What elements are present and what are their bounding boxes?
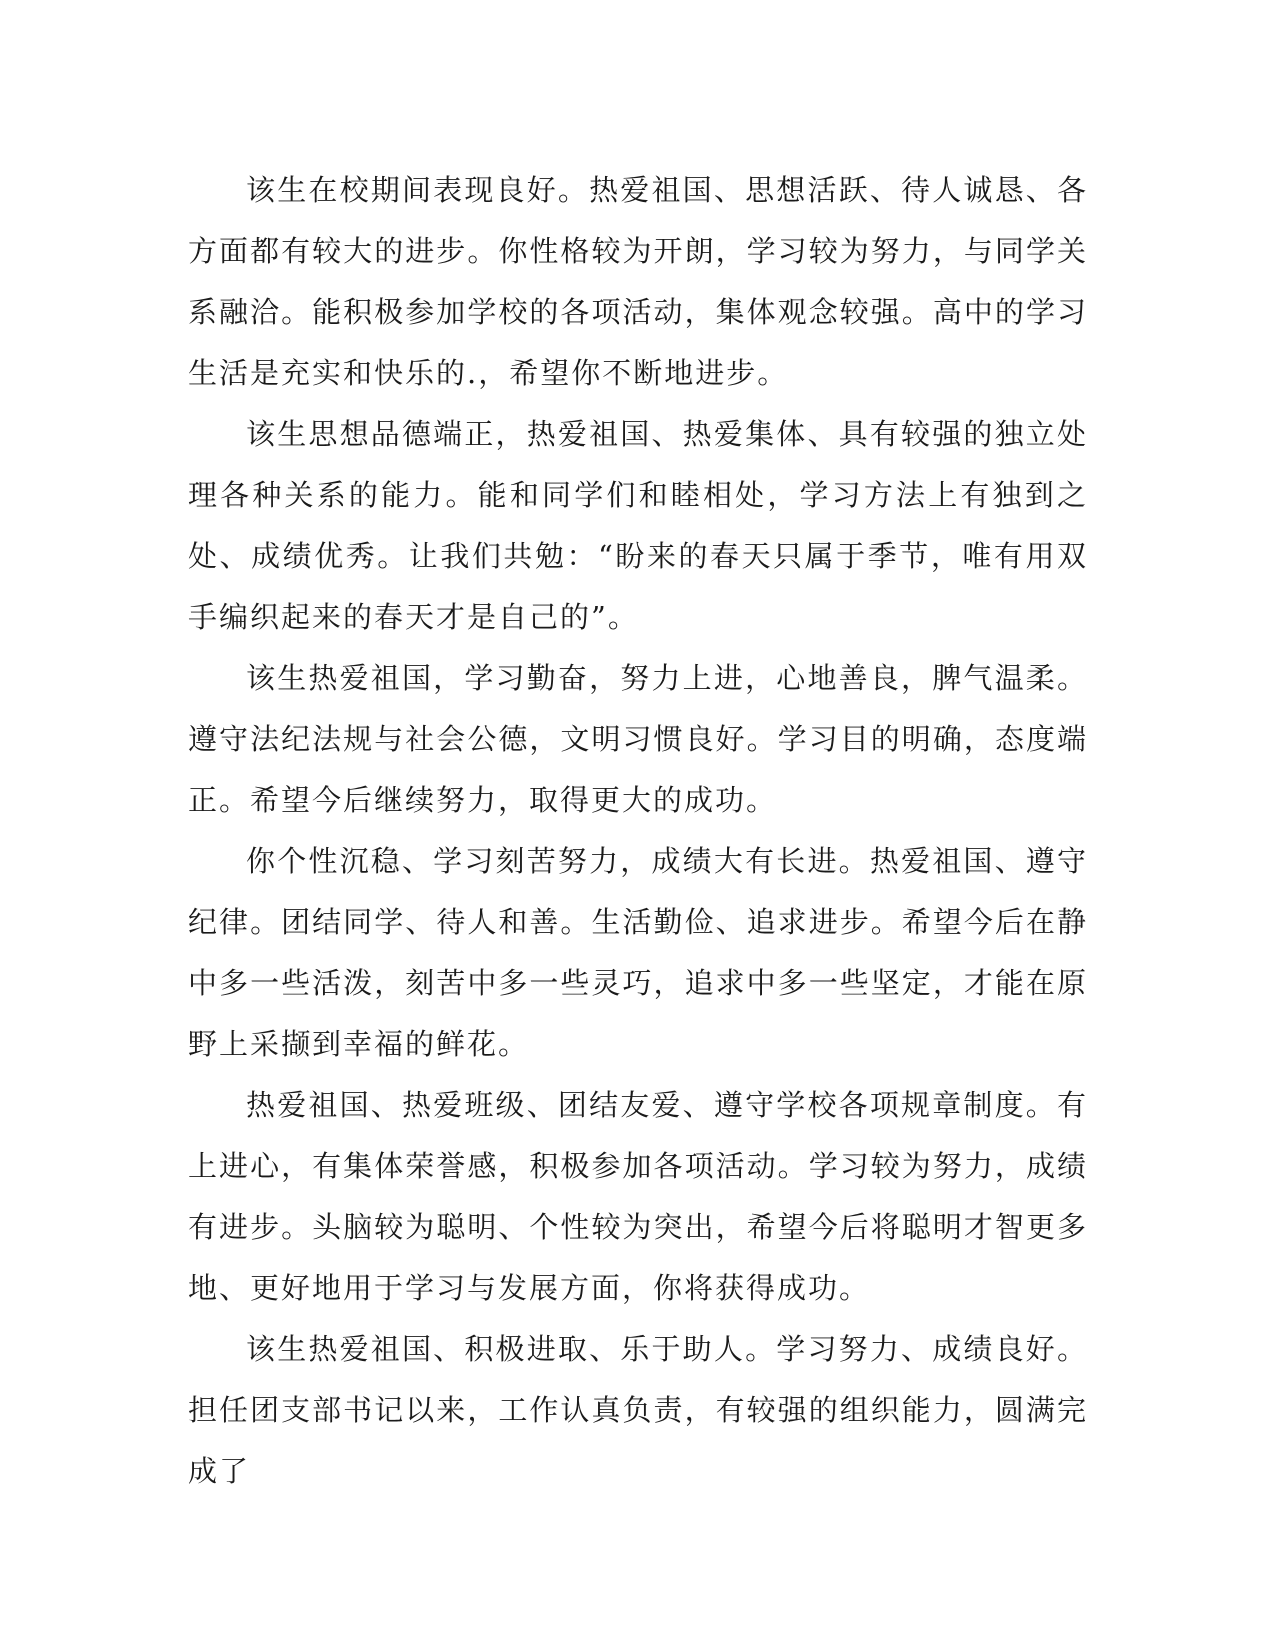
paragraph-6: 该生热爱祖国、积极进取、乐于助人。学习努力、成绩良好。担任团支部书记以来，工作认真负责，有较强的组织能力，圆满完成了 (188, 1332, 1088, 1488)
paragraph-2: 该生思想品德端正，热爱祖国、热爱集体、具有较强的独立处理各种关系的能力。能和同学们和睦相处，学习方法上有独到之处、成绩优秀。让我们共勉：“盼来的春天只属于季节，唯有用双手编织起来的春天才是自己的”。 (188, 417, 1088, 634)
paragraph-1: 该生在校期间表现良好。热爱祖国、思想活跃、待人诚恳、各方面都有较大的进步。你性格较为开朗，学习较为努力，与同学关系融洽。能积极参加学校的各项活动，集体观念较强。高中的学习生活是充实和快乐的.，希望你不断地进步。 (188, 173, 1088, 390)
paragraph-3: 该生热爱祖国，学习勤奋，努力上进，心地善良，脾气温柔。遵守法纪法规与社会公德，文明习惯良好。学习目的明确，态度端正。希望今后继续努力，取得更大的成功。 (188, 661, 1088, 817)
document-body (188, 160, 1088, 1502)
paragraph-4: 你个性沉稳、学习刻苦努力，成绩大有长进。热爱祖国、遵守纪律。团结同学、待人和善。生活勤俭、追求进步。希望今后在静中多一些活泼，刻苦中多一些灵巧，追求中多一些坚定，才能在原野上采撷到幸福的鲜花。 (188, 844, 1088, 1061)
paragraph-5: 热爱祖国、热爱班级、团结友爱、遵守学校各项规章制度。有上进心，有集体荣誉感，积极参加各项活动。学习较为努力，成绩有进步。头脑较为聪明、个性较为突出，希望今后将聪明才智更多地、更好地用于学习与发展方面，你将获得成功。 (188, 1088, 1088, 1305)
